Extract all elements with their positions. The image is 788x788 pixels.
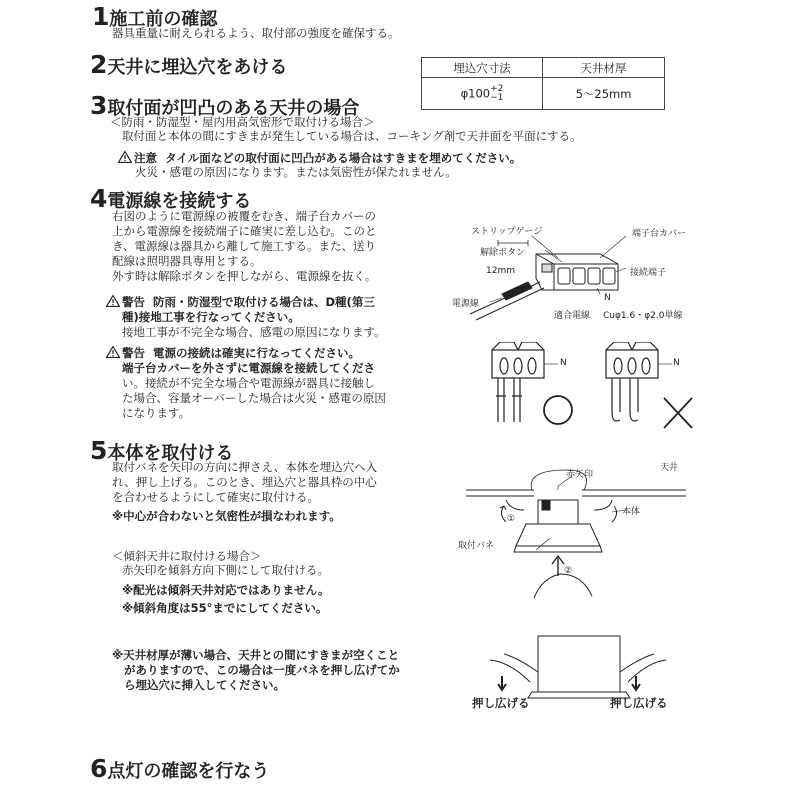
hole-diameter: φ100: [460, 86, 491, 100]
section-number: 5: [90, 436, 108, 465]
table-header-hole: 埋込穴寸法: [422, 58, 543, 78]
warning-text: 種)接地工事を行なってください。: [122, 310, 300, 324]
label-spread-right: 押し広げる: [610, 696, 668, 710]
label-step-1: ①: [507, 514, 516, 524]
label-wire-spec: Cuφ1.6・φ2.0単線: [603, 311, 683, 321]
section-number: 2: [90, 50, 108, 79]
label-n-left: N: [560, 358, 567, 368]
caution-label: 注意: [134, 151, 157, 165]
label-length: 12mm: [486, 266, 515, 276]
note-line: ※天井材厚が薄い場合、天井との間にすきまが空くこと: [112, 648, 400, 662]
section-3-subheading: ＜防雨・防湿型・屋内用高気密形で取付ける場合＞: [110, 115, 375, 129]
warning-label: 警告: [122, 346, 145, 360]
note-thin-ceiling: [112, 648, 400, 693]
hole-size-table: [421, 57, 665, 110]
body-line: 取付バネを矢印の方向に押さえ、本体を埋込穴へ入: [112, 460, 378, 474]
label-power-line: 電源線: [452, 299, 480, 309]
spread-spring-diagram: [466, 632, 696, 702]
section-title: 本体を取付ける: [107, 443, 234, 464]
caution-line: [118, 151, 521, 166]
warning-2: [106, 346, 386, 421]
section-5-body: [112, 460, 377, 505]
warning-triangle-icon: [106, 295, 120, 307]
section-number: 4: [90, 184, 108, 213]
warning-text: 防雨・防湿型で取付ける場合は、D種(第三: [153, 295, 375, 309]
note-line: がありますので、この場合は一度バネを押し広げてか: [124, 663, 400, 677]
tolerance-plus: +2: [490, 83, 504, 94]
note-light-distribution: ※配光は傾斜天井対応ではありません。: [122, 583, 330, 597]
section-number: 1: [92, 2, 110, 31]
label-red-arrow: 赤矢印: [566, 470, 594, 480]
body-line: 外す時は解除ボタンを押しながら、電源線を抜く。: [112, 269, 377, 283]
section-1-text: 器具重量に耐えられるよう、取付部の強度を確保する。: [112, 26, 400, 40]
label-step-2: ②: [564, 566, 573, 576]
wiring-examples: [488, 342, 698, 432]
warning-subtext: た場合、容量オーバーした場合は火災・感電の原因: [122, 391, 386, 405]
incline-text: 赤矢印を傾斜方向下側にして取付ける。: [122, 563, 329, 577]
label-n: N: [604, 293, 611, 303]
tolerance-minus: −1: [490, 92, 504, 103]
warning-text: 電源の接続は確実に行なってください。: [153, 346, 361, 360]
section-3-text: 取付面と本体の間にすきまが発生している場合は、コーキング剤で天井面を平面にする。: [122, 129, 582, 143]
section-title: 取付面が凹凸のある天井の場合: [107, 98, 360, 119]
warning-text: 端子台カバーを外さずに電源線を接続してくださ: [122, 361, 375, 375]
table-cell-hole: [422, 78, 543, 110]
table-cell-thickness: 5〜25mm: [543, 78, 665, 110]
warning-triangle-icon: [118, 151, 132, 163]
section-6-heading: [90, 754, 269, 783]
warning-triangle-icon: [106, 346, 120, 358]
section-title: 電源線を接続する: [107, 191, 252, 212]
body-line: 上から電源線を接続端子に確実に差し込む。このと: [112, 224, 377, 238]
label-release-button: 解除ボタン: [480, 248, 526, 258]
label-ceiling: 天井: [660, 463, 679, 473]
warning-subtext: い。接続が不完全な場合や電源線が器具に接触し: [122, 376, 375, 390]
section-4-body: [112, 209, 377, 284]
body-line: を合わせるようにして確実に取付ける。: [112, 490, 319, 504]
label-spread-left: 押し広げる: [472, 696, 530, 710]
note-line: ら埋込穴に挿入してください。: [124, 678, 285, 692]
label-connection-terminal: 接続端子: [630, 268, 667, 278]
warning-1: [106, 295, 386, 340]
caution-text: タイル面などの取付面に凹凸がある場合はすきまを埋めてください。: [165, 151, 522, 165]
caution-subtext: 火災・感電の原因になります。または気密性が保たれません。: [135, 165, 457, 179]
label-strip-gauge: ストリップゲージ: [471, 227, 543, 237]
note-center-alignment: ※中心が合わないと気密性が損なわれます。: [112, 509, 341, 523]
label-n-right: N: [673, 358, 680, 368]
label-compatible-wire: 適合電線: [554, 311, 591, 321]
warning-label: 警告: [122, 295, 145, 309]
body-line: れ、押し上げる。このとき、埋込穴と器具枠の中心: [112, 475, 377, 489]
mounting-diagram: [462, 466, 692, 606]
section-title: 点灯の確認を行なう: [107, 761, 270, 782]
incline-subheading: ＜傾斜天井に取付ける場合＞: [112, 549, 262, 563]
warning-subtext: になります。: [122, 406, 191, 420]
label-body: 本体: [622, 507, 641, 517]
section-number: 6: [90, 754, 108, 783]
body-line: 右図のように電源線の被覆をむき、端子台カバーの: [112, 209, 377, 223]
label-terminal-cover: 端子台カバー: [632, 229, 687, 239]
body-line: 配線は照明器具専用とする。: [112, 254, 262, 268]
section-title: 施工前の確認: [109, 9, 218, 30]
note-incline-angle: ※傾斜角度は55°までにしてください。: [122, 601, 328, 615]
section-title: 天井に埋込穴をあける: [107, 57, 288, 78]
body-line: き、電源線は器具から離して施工する。また、送り: [112, 239, 377, 253]
section-number: 3: [90, 91, 108, 120]
table-header-thickness: 天井材厚: [543, 58, 665, 78]
warning-subtext: 接地工事が不完全な場合、感電の原因になります。: [122, 325, 386, 339]
section-2-heading: [90, 50, 287, 79]
label-spring: 取付バネ: [458, 541, 495, 551]
